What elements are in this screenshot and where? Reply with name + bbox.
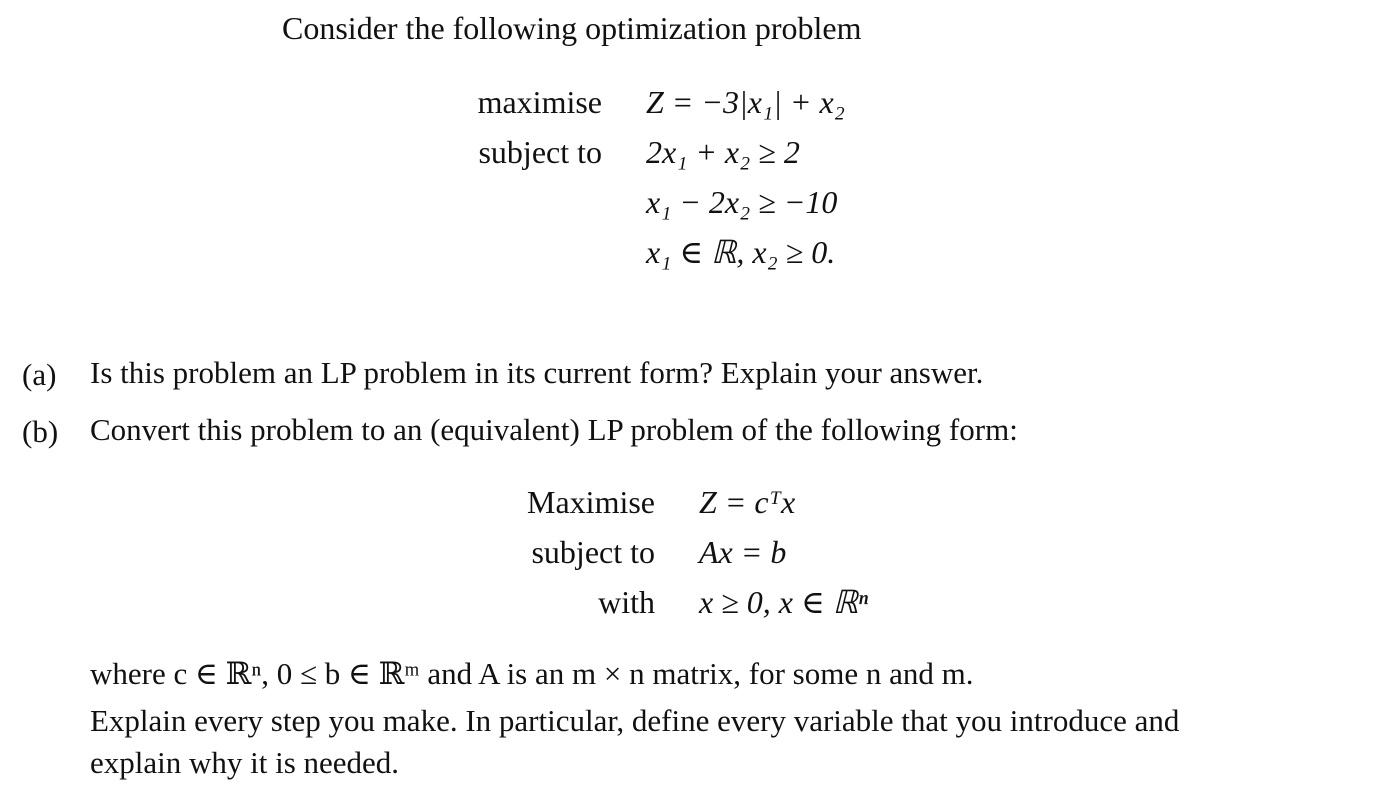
problem-2-label-maximise: Maximise (527, 484, 655, 520)
problem-1-domain: x₁ ∈ ℝ, x₂ ≥ 0. (646, 234, 836, 270)
where-text: where c ∈ ℝⁿ, 0 ≤ b ∈ ℝᵐ and A is an m × n matrix, for some n and m. (90, 656, 974, 691)
item-b-label: (b) (22, 414, 59, 449)
problem-1-constraint-2: x₁ − 2x₂ ≥ −10 (646, 184, 838, 220)
item-b-text: Convert this problem to an (equivalent) LP problem of the following form: (90, 412, 1018, 447)
item-a-text: Is this problem an LP problem in its current form? Explain your answer. (90, 355, 984, 390)
problem-1-objective: Z = −3|x₁| + x₂ (646, 84, 845, 120)
problem-2-domain: x ≥ 0, x ∈ ℝⁿ (699, 584, 869, 620)
problem-1-constraint-1: 2x₁ + x₂ ≥ 2 (646, 134, 800, 170)
problem-1-label-subject-to: subject to (478, 134, 602, 170)
problem-2-label-with: with (598, 584, 655, 620)
problem-2-objective: Z = cᵀx (699, 484, 796, 520)
explain-line-1: Explain every step you make. In particular, define every variable that you introduce and (90, 703, 1180, 738)
problem-1-label-maximise: maximise (477, 84, 602, 120)
problem-2-constraint: Ax = b (699, 534, 787, 570)
problem-2-label-subject-to: subject to (531, 534, 655, 570)
item-a-label: (a) (22, 357, 57, 392)
explain-line-2: explain why it is needed. (90, 745, 400, 780)
intro-text: Consider the following optimization problem (282, 10, 862, 46)
